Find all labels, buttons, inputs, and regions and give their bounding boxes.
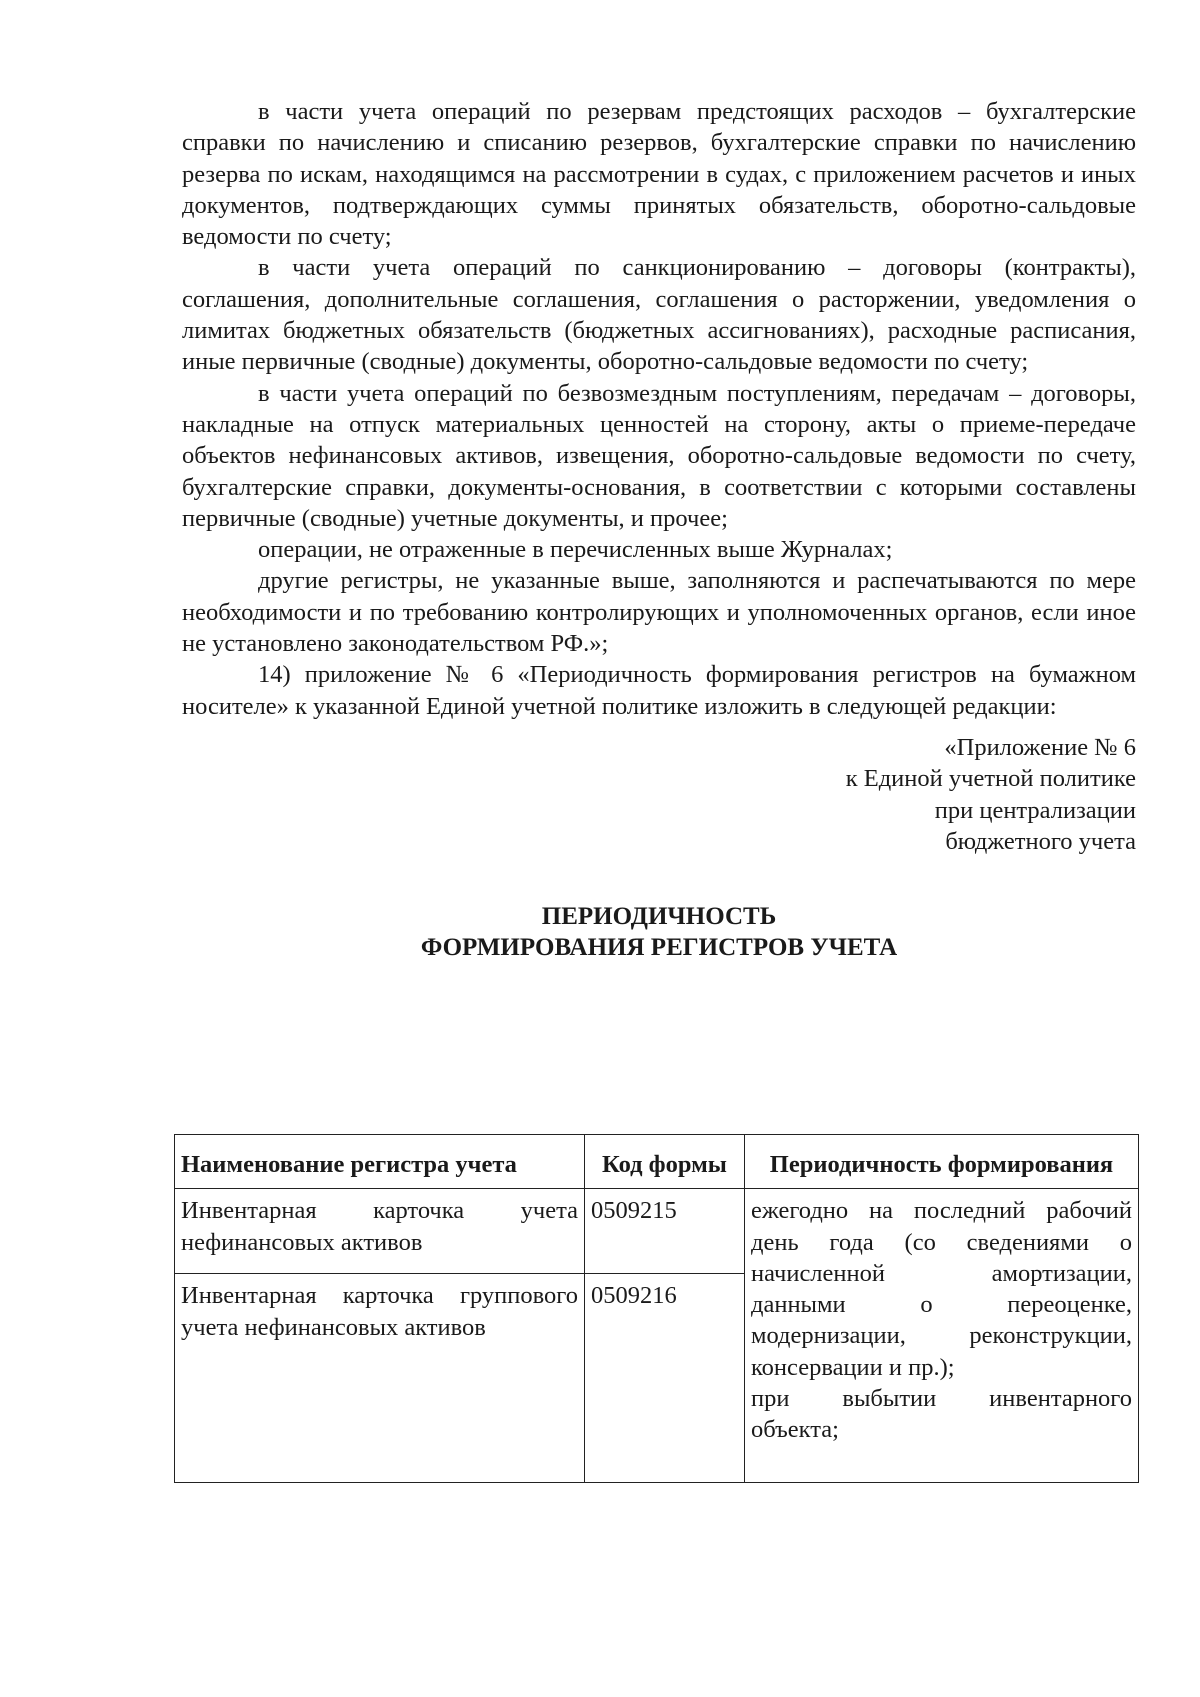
paragraph-other-registers: другие регистры, не указанные выше, заполняются и распечатываются по мере необходимости и по требованию контролирующих и уполномоченных органов, если иное не установлено законодательством РФ.»; [182, 567, 1136, 658]
appendix-line-1: «Приложение № 6 [944, 733, 1136, 761]
registers-table [174, 1134, 1139, 1483]
form-code-cell: 0509215 [585, 1189, 745, 1274]
register-name-cell: Инвентарная карточка группового учета нефинансовых активов [175, 1274, 585, 1483]
form-code-cell: 0509216 [585, 1274, 745, 1483]
periodicity-cell [745, 1189, 1139, 1483]
register-name-cell: Инвентарная карточка учета нефинансовых активов [175, 1189, 585, 1274]
section-title-line-1: ПЕРИОДИЧНОСТЬ [541, 903, 777, 931]
appendix-reference [182, 732, 1136, 857]
paragraph-gratuitous: в части учета операций по безвозмездным поступлениям, передачам – договоры, накладные на отпуск материальных ценностей на сторону, акты о приеме-передаче объектов нефинансовых активов, извещения, оборотно-сальдовые ведомости по счету, бухгалтерские справки, документы-основания, в соответствии с которыми составлены первичные (сводные) учетные документы, и прочее; [182, 379, 1136, 532]
header-register-name: Наименование регистра учета [175, 1135, 585, 1189]
periodicity-text-2: при выбытии инвентарного объекта; [751, 1385, 1132, 1444]
document-body [182, 96, 1136, 963]
paragraph-unreflected-operations: операции, не отраженные в перечисленных выше Журналах; [258, 536, 893, 564]
section-title-line-2: ФОРМИРОВАНИЯ РЕГИСТРОВ УЧЕТА [420, 934, 898, 962]
appendix-line-2: к Единой учетной политике [845, 765, 1136, 793]
header-periodicity: Периодичность формирования [745, 1135, 1139, 1189]
paragraph-sanctioning: в части учета операций по санкционированию – договоры (контракты), соглашения, дополнительные соглашения, соглашения о расторжении, уведомления о лимитах бюджетных обязательств (бюджетных ассигнованиях), расходные расписания, иные первичные (сводные) документы, оборотно-сальдовые ведомости по счету; [182, 254, 1136, 376]
table-row [175, 1189, 1139, 1274]
paragraph-item-14: 14) приложение № 6 «Периодичность формирования регистров на бумажном носителе» к указанной Единой учетной политике изложить в следующей редакции: [182, 661, 1136, 720]
appendix-line-4: бюджетного учета [945, 827, 1136, 855]
section-title [182, 901, 1136, 963]
appendix-line-3: при централизации [934, 796, 1136, 824]
paragraph-reserves: в части учета операций по резервам предстоящих расходов – бухгалтерские справки по начислению и списанию резервов, бухгалтерские справки по начислению резерва по искам, находящимся на рассмотрении в судах, с приложением расчетов и иных документов, подтверждающих суммы принятых обязательств, оборотно-сальдовые ведомости по счету; [182, 98, 1136, 251]
table-header-row [175, 1135, 1139, 1189]
periodicity-text-1: ежегодно на последний рабочий день года (со сведениями о начисленной амортизации, данными о переоценке, модернизации, реконструкции, консервации и пр.); [751, 1197, 1132, 1381]
header-form-code: Код формы [585, 1135, 745, 1189]
